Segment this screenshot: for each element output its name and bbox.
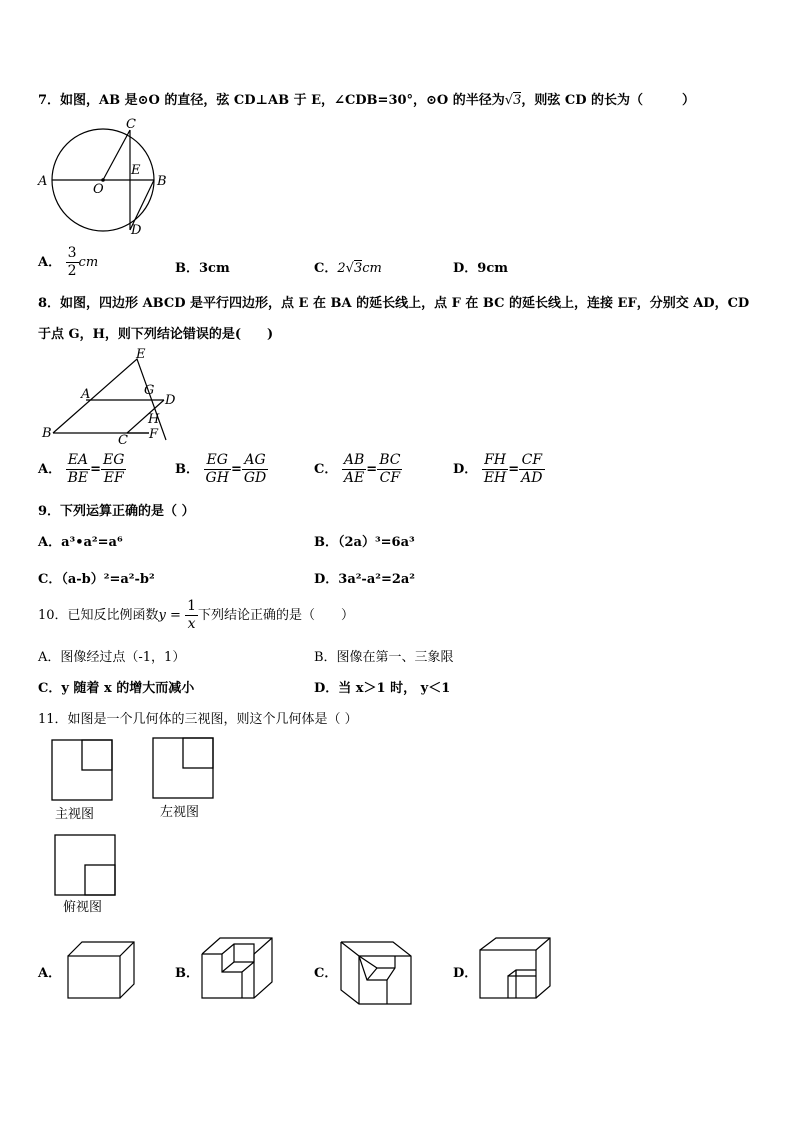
q7-option-a[interactable]: A． $\frac{3}{2}$ cm [38,245,99,279]
q10-stem: 10．已知反比例函数y = $\frac{1}{x}$ 下列结论正确的是（ ） [38,598,355,632]
label-D: D [165,393,176,408]
label-A: A [38,174,48,189]
q7-option-b[interactable]: B．3cm [175,261,230,276]
q8-option-b[interactable]: B． $\frac{EG}{GH}$ = $\frac{AG}{GD}$ [175,452,267,486]
q9-option-d[interactable]: D．3a²-a²=2a² [314,572,416,587]
label-D: D [131,223,142,238]
q10-option-b[interactable]: B．图像在第一、三象限 [314,650,454,665]
label-F: F [149,427,159,442]
q11-option-d-key[interactable]: D． [453,966,478,981]
q7-circle-figure [30,118,180,243]
label-B: B [157,174,167,189]
q8-stem-line1: 8．如图，四边形 ABCD 是平行四边形，点 E 在 BA 的延长线上，点 F 在 BC 的延长线上，连接 EF，分别交 AD，CD [38,296,750,311]
label-O: O [93,182,104,197]
label-C: C [118,433,128,448]
q7-radical: √3 [504,93,522,108]
q11-option-a-key[interactable]: A． [38,966,62,981]
q10-option-c[interactable]: C．y 随着 x 的增大而减小 [38,681,195,696]
label-C: C [126,118,136,132]
side-view-figure [151,736,216,801]
q7-option-c[interactable]: C．2√3cm [314,261,382,276]
q11-option-d-solid[interactable] [476,934,556,1004]
label-E: E [131,163,141,178]
q8-option-d[interactable]: D． $\frac{FH}{EH}$ = $\frac{CF}{AD}$ [453,452,543,486]
q11-option-c-solid[interactable] [337,936,417,1008]
label-A: A [81,387,91,402]
label-G: G [144,383,155,398]
q10-option-a[interactable]: A．图像经过点（-1，1） [38,650,186,665]
top-view-caption: 俯视图 [63,900,103,915]
q8-parallelogram-figure [36,344,186,449]
q10-option-d[interactable]: D．当 x＞1 时， y＜1 [314,681,451,696]
q11-stem: 11．如图是一个几何体的三视图，则这个几何体是（ ） [38,712,358,727]
q11-option-c-key[interactable]: C． [314,966,338,981]
top-view-figure [53,833,118,898]
q8-stem-line2: 于点 G，H，则下列结论错误的是( ) [38,327,274,342]
q11-option-b-solid[interactable] [198,934,278,1004]
q9-option-b[interactable]: B．（2a）³=6a³ [314,535,415,550]
q11-option-b-key[interactable]: B． [175,966,199,981]
q8-option-c[interactable]: C． $\frac{AB}{AE}$ = $\frac{BC}{CF}$ [314,452,401,486]
label-H: H [148,412,160,427]
q7-text: 7．如图，AB 是⊙O 的直径，弦 CD⊥AB 于 E，∠CDB=30°，⊙O 的半径为 [38,93,505,108]
q9-option-c[interactable]: C．（a-b）²=a²-b² [38,572,155,587]
front-view-figure [50,738,115,803]
q11-option-a-solid[interactable] [62,938,137,1003]
q7-stem [38,89,695,108]
label-E: E [136,347,146,362]
q7-tail: ，则弦 CD 的长为（ ） [521,93,696,108]
label-B: B [42,426,52,441]
front-view-caption: 主视图 [55,807,95,822]
q7-option-d[interactable]: D．9cm [453,261,508,276]
side-view-caption: 左视图 [160,805,200,820]
q9-stem: 9．下列运算正确的是（ ） [38,504,195,519]
q8-option-a[interactable]: A． $\frac{EA}{BE}$ = $\frac{EG}{EF}$ [38,452,125,486]
q9-option-a[interactable]: A．a³•a²=a⁶ [38,535,123,550]
